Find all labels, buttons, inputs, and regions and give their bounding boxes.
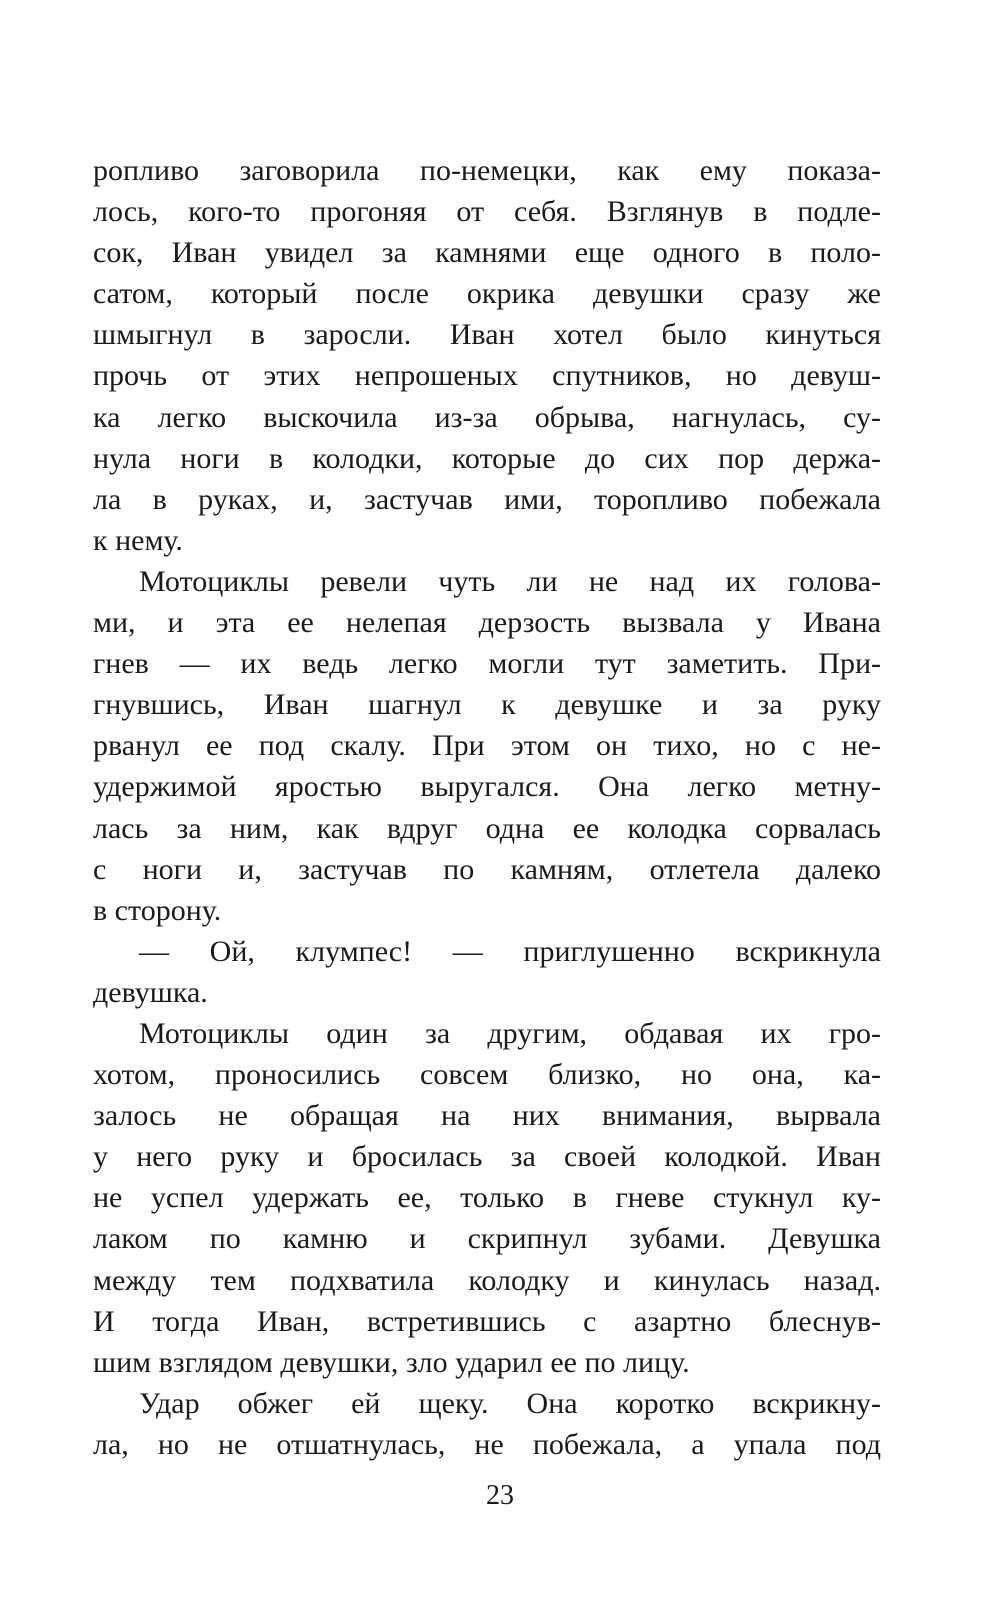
text-line: шим взглядом девушки, зло ударил ее по лицу. <box>93 1345 690 1379</box>
text-line: ми, и эта ее нелепая дерзость вызвала у Ивана <box>93 606 881 640</box>
text-line: гнев — их ведь легко могли тут заметить. При- <box>93 647 881 681</box>
text-line: залось не обращая на них внимания, вырвала <box>93 1099 881 1133</box>
text-line: между тем подхватила колодку и кинулась назад. <box>93 1263 881 1297</box>
text-line: ла, но не отшатнулась, не побежала, а упала под <box>93 1427 881 1461</box>
text-line: в сторону. <box>93 893 222 927</box>
text-line: Мотоциклы один за другим, обдавая их гро- <box>139 1016 881 1050</box>
text-line: не успел удержать ее, только в гневе стукнул ку- <box>93 1181 881 1215</box>
text-line: сатом, который после окрика девушки сразу же <box>93 277 881 311</box>
text-line: ропливо заговорила по-немецки, как ему показа- <box>93 154 881 187</box>
text-line: Удар обжег ей щеку. Она коротко вскрикну- <box>139 1386 881 1420</box>
text-line: лась за ним, как вдруг одна ее колодка сорвалась <box>93 811 881 845</box>
text-line: прочь от этих непрошеных спутников, но девуш- <box>93 359 881 393</box>
text-line: у него руку и бросилась за своей колодкой. Иван <box>93 1140 881 1174</box>
text-line: шмыгнул в заросли. Иван хотел было кинуться <box>93 318 881 352</box>
text-line: лось, кого-то прогоняя от себя. Взглянув в подле- <box>93 195 881 229</box>
text-line: хотом, проносились совсем близко, но она, ка- <box>93 1058 881 1092</box>
text-line: нула ноги в колодки, которые до сих пор держа- <box>93 441 881 475</box>
body-text <box>93 150 881 1465</box>
text-line: сок, Иван увидел за камнями еще одного в поло- <box>93 236 881 270</box>
text-line: — Ой, клумпес! — приглушенно вскрикнула <box>139 934 881 968</box>
text-line: лаком по камню и скрипнул зубами. Девушка <box>93 1222 881 1256</box>
text-line: гнувшись, Иван шагнул к девушке и за руку <box>93 688 881 722</box>
text-line: ка легко выскочила из-за обрыва, нагнулась, су- <box>93 400 881 434</box>
text-line: удержимой яростью выругался. Она легко метну- <box>93 770 881 804</box>
text-line: девушка. <box>93 975 208 1009</box>
page-number: 23 <box>486 1480 514 1511</box>
text-line: ла в руках, и, застучав ими, торопливо побежала <box>93 482 881 516</box>
text-line: с ноги и, застучав по камням, отлетела далеко <box>93 852 881 886</box>
text-line: к нему. <box>93 523 183 557</box>
text-line: И тогда Иван, встретившись с азартно блеснув- <box>93 1304 881 1338</box>
text-line: рванул ее под скалу. При этом он тихо, но с не- <box>93 729 881 763</box>
text-line: Мотоциклы ревели чуть ли не над их голова- <box>139 564 881 598</box>
